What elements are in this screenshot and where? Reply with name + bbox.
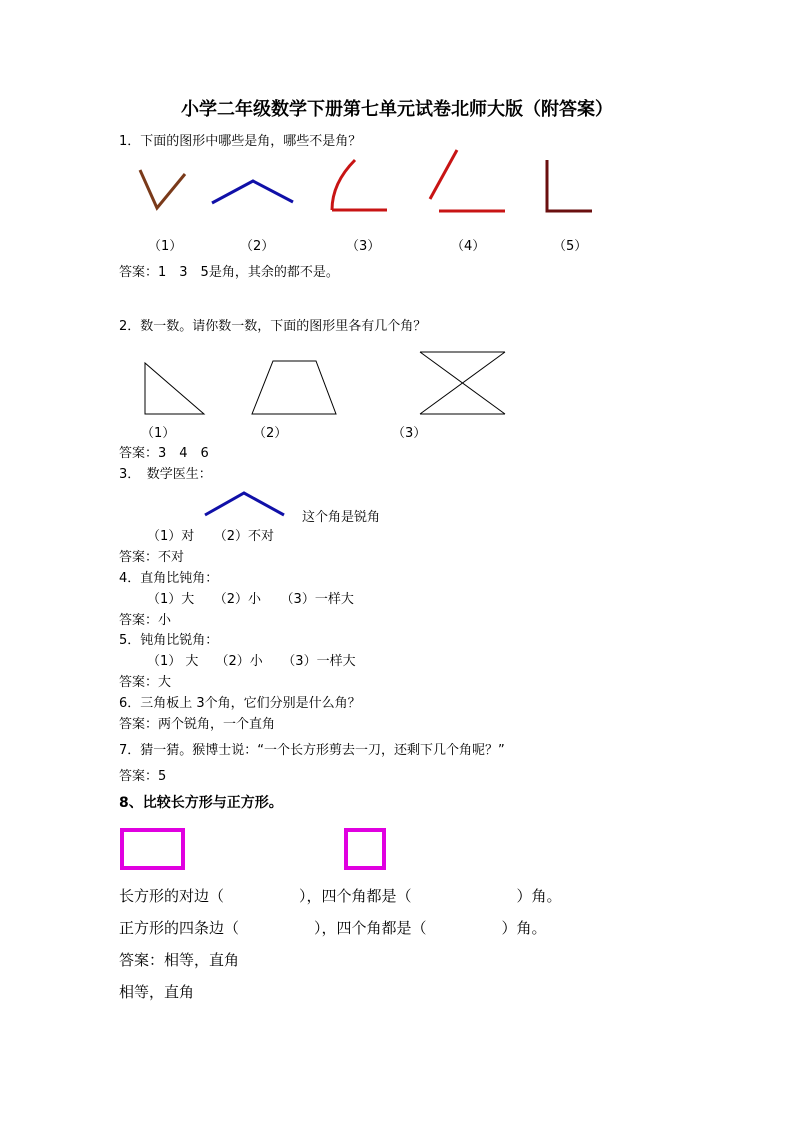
q8-square-figure bbox=[343, 827, 388, 872]
q8-question: 8、比较长方形与正方形。 bbox=[119, 795, 283, 811]
q3-options: （1）对 （2）不对 bbox=[147, 529, 275, 544]
q1-figure-1-angle bbox=[135, 160, 195, 220]
q1-figure-2-open-polyline bbox=[205, 175, 300, 215]
q4-answer: 答案：小 bbox=[119, 613, 172, 628]
q2-label-2: （2） bbox=[253, 426, 288, 441]
q2-figure-1-triangle bbox=[140, 358, 210, 418]
q3-obtuse-angle-figure bbox=[200, 488, 290, 520]
q1-label-2: （2） bbox=[240, 239, 275, 254]
q1-answer: 答案：1 3 5是角，其余的都不是。 bbox=[119, 265, 339, 280]
q1-figure-5-right-angle bbox=[540, 155, 600, 220]
page-title: 小学二年级数学下册第七单元试卷北师大版（附答案） bbox=[181, 99, 613, 120]
q4-options: （1）大 （2）小 （3）一样大 bbox=[147, 592, 354, 607]
q5-answer: 答案：大 bbox=[119, 675, 172, 690]
q1-label-1: （1） bbox=[148, 239, 183, 254]
q3-statement: 这个角是锐角 bbox=[302, 510, 381, 525]
q5-question: 5．钝角比锐角： bbox=[119, 633, 219, 648]
q1-label-3: （3） bbox=[346, 239, 381, 254]
q3-question: 3． 数学医生： bbox=[119, 467, 212, 482]
q2-figure-3-crossed-lines bbox=[418, 348, 508, 418]
q1-label-4: （4） bbox=[451, 239, 486, 254]
q8-square-statement: 正方形的四条边（ ），四个角都是（ ）角。 bbox=[119, 919, 547, 937]
q1-figure-3-curved-angle bbox=[325, 155, 395, 220]
q5-options: （1） 大 （2）小 （3）一样大 bbox=[147, 654, 356, 669]
q8-rectangle-figure bbox=[119, 827, 187, 872]
q1-figure-4-separate-lines bbox=[425, 145, 510, 220]
q1-question: 1．下面的图形中哪些是角，哪些不是角？ bbox=[119, 134, 362, 149]
q2-figure-2-trapezoid bbox=[248, 358, 340, 418]
q7-answer: 答案：5 bbox=[119, 769, 167, 784]
q2-answer: 答案：3 4 6 bbox=[119, 446, 209, 461]
q4-question: 4．直角比钝角： bbox=[119, 571, 219, 586]
q2-label-3: （3） bbox=[392, 426, 427, 441]
q8-answer-1: 答案：相等，直角 bbox=[119, 951, 240, 969]
q2-question: 2．数一数。请你数一数，下面的图形里各有几个角？ bbox=[119, 319, 427, 334]
q3-answer: 答案：不对 bbox=[119, 550, 185, 565]
q8-rectangle-statement: 长方形的对边（ ），四个角都是（ ）角。 bbox=[119, 887, 562, 905]
q1-label-5: （5） bbox=[553, 239, 588, 254]
q7-question: 7．猜一猜。猴博士说：“一个长方形剪去一刀，还剩下几个角呢？” bbox=[119, 743, 505, 758]
q2-label-1: （1） bbox=[141, 426, 176, 441]
q6-answer: 答案：两个锐角，一个直角 bbox=[119, 717, 276, 732]
q6-question: 6．三角板上 3个角，它们分别是什么角？ bbox=[119, 696, 361, 711]
q8-answer-2: 相等，直角 bbox=[119, 983, 195, 1001]
